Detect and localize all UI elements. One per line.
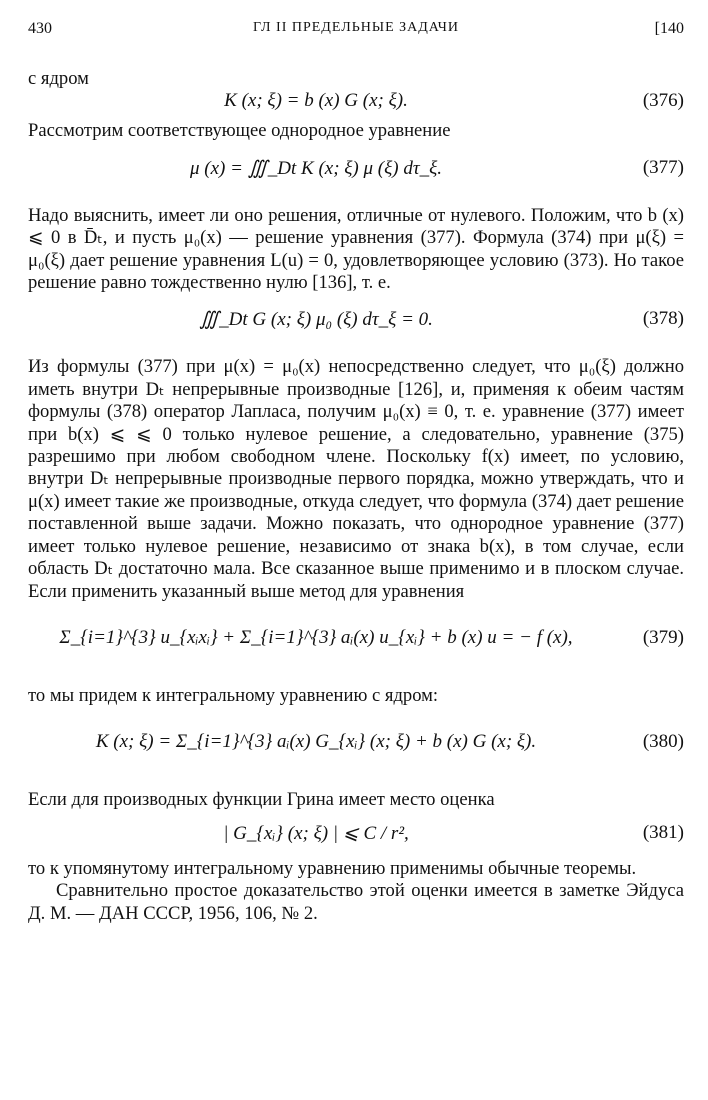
- intro-text: с ядром: [28, 68, 89, 89]
- equation-number: (377): [642, 156, 684, 178]
- paragraph: Если для производных функции Грина имеет место оценка: [28, 789, 495, 811]
- equation-377: [28, 143, 684, 205]
- equation-number: (378): [642, 308, 684, 330]
- equation-body: K (x; ξ) = b (x) G (x; ξ).: [224, 90, 408, 112]
- equation-number: (376): [642, 90, 684, 112]
- paragraph: Рассмотрим соответствующее однородное уравнение: [28, 120, 451, 142]
- equation-number: (380): [642, 731, 684, 753]
- equation-381: [28, 812, 684, 858]
- paragraph: Из формулы (377) при μ(x) = μ₀(x) непосредственно следует, что μ₀(ξ) должно иметь внутри Dₜ непрерывные производные [126], и, применяя к обеим частям формулы (378) оператор Лапласа, получим μ₀(x) ≡ 0, т. е. уравнение (377) имеет при b(x) ⩽ ⩽ 0 только нулевое решение, а следовательно, уравнение (375) разрешимо при любом свободном члене. Поскольку f(x) имеет, по условию, внутри Dₜ непрерывные производные первого порядка, можно утверждать, что и μ(x) имеет такие же производные, откуда следует, что формула (374) дает решение поставленной выше задачи. Можно показать, что однородное уравнение (377) имеет только нулевое решение, независимо от знака b(x), в том случае, если область Dₜ достаточно мала. Все сказанное выше применимо и в плоском случае. Если применить указанный выше метод для уравнения: [28, 356, 684, 602]
- equation-number: (379): [642, 626, 684, 648]
- equation-body: | G_{xᵢ} (x; ξ) | ⩽ C / r²,: [223, 822, 409, 844]
- equation-body: K (x; ξ) = Σ_{i=1}^{3} aᵢ(x) G_{xᵢ} (x; ξ) + b (x) G (x; ξ).: [95, 731, 537, 753]
- equation-body: ∭_Dt G (x; ξ) μ₀ (ξ) dτ_ξ = 0.: [199, 309, 433, 331]
- equation-378: [28, 294, 684, 356]
- paragraph: то мы придем к интегральному уравнению с ядром:: [28, 684, 439, 706]
- footnote: Сравнительно простое доказательство этой оценки имеется в заметке Эйдуса Д. М. — ДАН СССР, 1956, 106, № 2.: [28, 880, 684, 924]
- equation-380: [28, 707, 684, 789]
- paragraph: то к упомянутому интегральному уравнению применимы обычные теоремы.: [28, 857, 637, 879]
- running-header: [28, 14, 684, 44]
- equation-body: μ (x) = ∭_Dt K (x; ξ) μ (ξ) dτ_ξ.: [189, 157, 443, 179]
- page-number: 430: [28, 20, 52, 37]
- equation-body: Σ_{i=1}^{3} u_{xᵢxᵢ} + Σ_{i=1}^{3} aᵢ(x) u_{xᵢ} + b (x) u = − f (x),: [59, 626, 573, 648]
- section-number: [140: [654, 20, 684, 37]
- chapter-title: ГЛ II ПРЕДЕЛЬНЫЕ ЗАДАЧИ: [253, 20, 459, 35]
- equation-376: [28, 84, 684, 120]
- equation-379: [28, 603, 684, 685]
- paragraph: Надо выяснить, имеет ли оно решения, отличные от нулевого. Положим, что b (x) ⩽ 0 в D̄ₜ, и пусть μ₀(x) — решение уравнения (377). Формула (374) при μ(ξ) = μ₀(ξ) дает решение уравнения L(u) = 0, удовлетворяющее условию (373). Но такое решение равно тождественно нулю [136], т. е.: [28, 204, 684, 294]
- page: [28, 14, 684, 925]
- equation-number: (381): [642, 821, 684, 843]
